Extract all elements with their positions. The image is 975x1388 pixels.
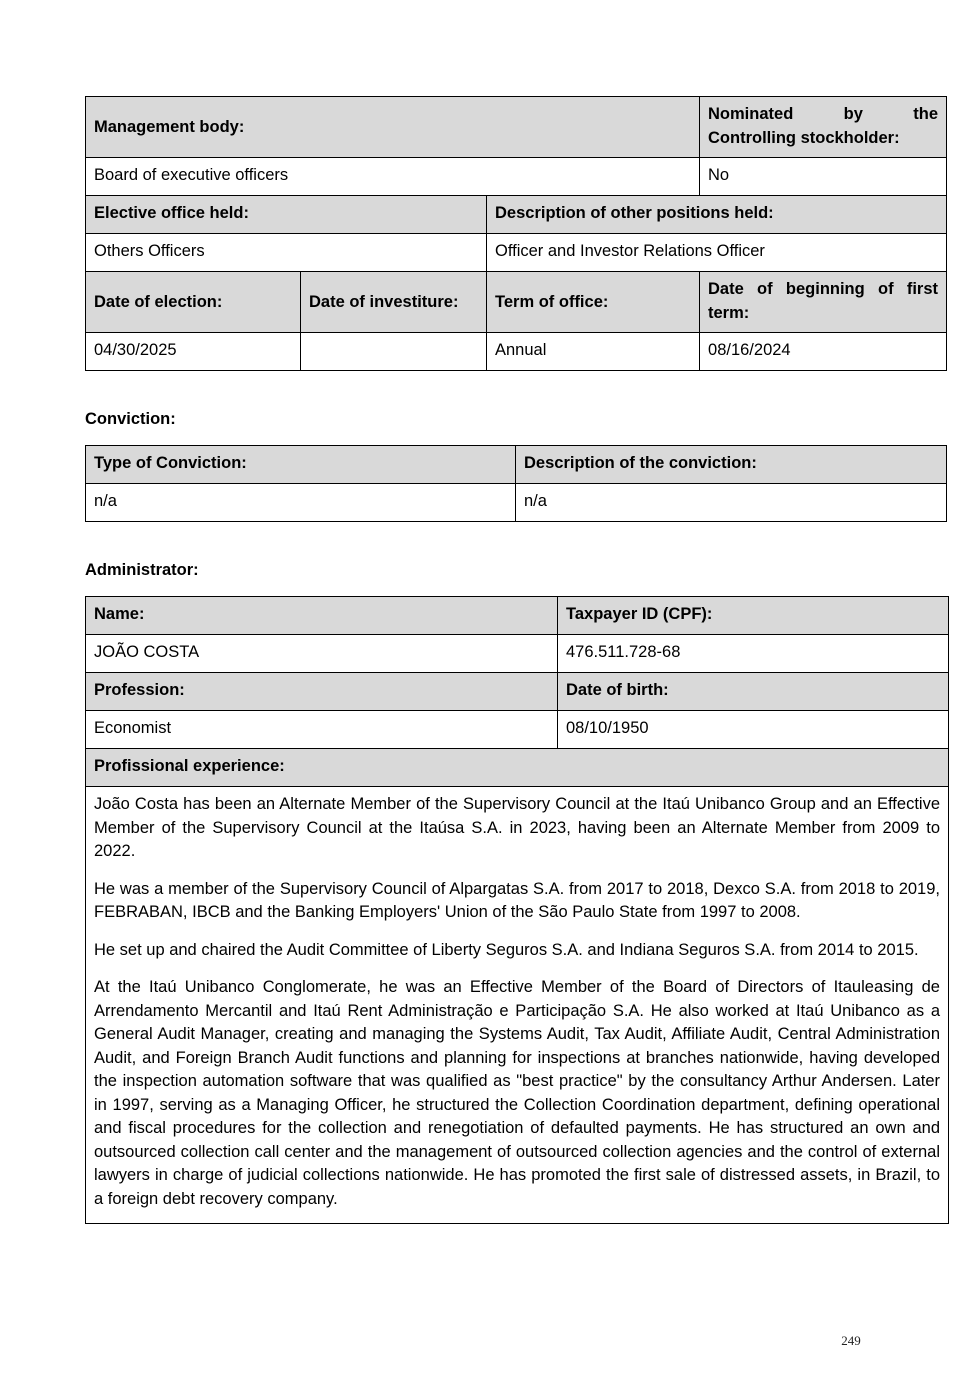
name-label: Name: (86, 597, 558, 635)
elective-office-label: Elective office held: (86, 196, 487, 234)
management-body-value: Board of executive officers (86, 158, 700, 196)
term-value: Annual (487, 333, 700, 371)
term-label: Term of office: (487, 272, 700, 333)
conviction-description-label: Description of the conviction: (516, 446, 947, 484)
conviction-description-value: n/a (516, 484, 947, 522)
page-number: 249 (841, 1333, 861, 1348)
date-election-label: Date of election: (86, 272, 301, 333)
cpf-label: Taxpayer ID (CPF): (558, 597, 949, 635)
first-term-label: Date of beginning of first term: (700, 272, 947, 333)
other-positions-label: Description of other positions held: (487, 196, 947, 234)
cpf-value: 476.511.728-68 (558, 635, 949, 673)
conviction-section-title: Conviction: (85, 410, 176, 428)
profession-label: Profession: (86, 673, 558, 711)
experience-paragraph: He set up and chaired the Audit Committee of Liberty Seguros S.A. and Indiana Seguros S.A. from 2014 to 2015. (94, 940, 919, 959)
administrator-section-title: Administrator: (85, 561, 199, 579)
experience-text (86, 787, 949, 1224)
administrator-table (85, 596, 949, 1224)
experience-paragraph: He was a member of the Supervisory Council of Alpargatas S.A. from 2017 to 2018, Dexco S.A. from 2018 to 2019, FEBRABAN, IBCB and the Banking Employers' Union of the São Paulo State from 1997 to 2008. (94, 879, 940, 921)
conviction-type-label: Type of Conviction: (86, 446, 516, 484)
management-table (85, 96, 947, 371)
nominated-value: No (700, 158, 947, 196)
date-election-value: 04/30/2025 (86, 333, 301, 371)
experience-paragraph: João Costa has been an Alternate Member of the Supervisory Council at the Itaú Unibanco Group and an Effective Member of the Supervisory Council at the Itaúsa S.A. in 2023, having been an Alternate Member from 2009 to 2022. (94, 795, 940, 860)
date-investiture-label: Date of investiture: (301, 272, 487, 333)
other-positions-value: Officer and Investor Relations Officer (487, 234, 947, 272)
profession-value: Economist (86, 711, 558, 749)
nominated-label: Nominated by the Controlling stockholder: (700, 97, 947, 158)
management-body-label: Management body: (86, 97, 700, 158)
experience-paragraph: At the Itaú Unibanco Conglomerate, he was an Effective Member of the Board of Directors of Itauleasing de Arrendamento Mercantil and Itaú Rent Administração e Participação S.A. He also worked at Itaú Unibanco as a General Audit Manager, creating and managing the Systems Audit, Tax Audit, Affiliate Audit, Central Administration Audit, and Foreign Branch Audit functions and planning for inspections at branches nationwide, having developed the inspection automation software that was qualified as "best practice" by the consultancy Arthur Andersen. Later in 1997, serving as a Managing Officer, he structured the Collection Coordination department, defining operational and fiscal procedures for the collection and renegotiation of defaulted payments. He has structured an own and outsourced collection call center and the management of outsourced collection agencies and the control of external lawyers in charge of judicial collections nationwide. He has promoted the first sale of distressed assets, in Brazil, to a foreign debt recovery company. (94, 978, 940, 1208)
name-value: JOÃO COSTA (86, 635, 558, 673)
elective-office-value: Others Officers (86, 234, 487, 272)
date-investiture-value (301, 333, 487, 371)
birth-value: 08/10/1950 (558, 711, 949, 749)
experience-label: Profissional experience: (86, 749, 949, 787)
conviction-type-value: n/a (86, 484, 516, 522)
conviction-table (85, 445, 947, 522)
birth-label: Date of birth: (558, 673, 949, 711)
first-term-value: 08/16/2024 (700, 333, 947, 371)
